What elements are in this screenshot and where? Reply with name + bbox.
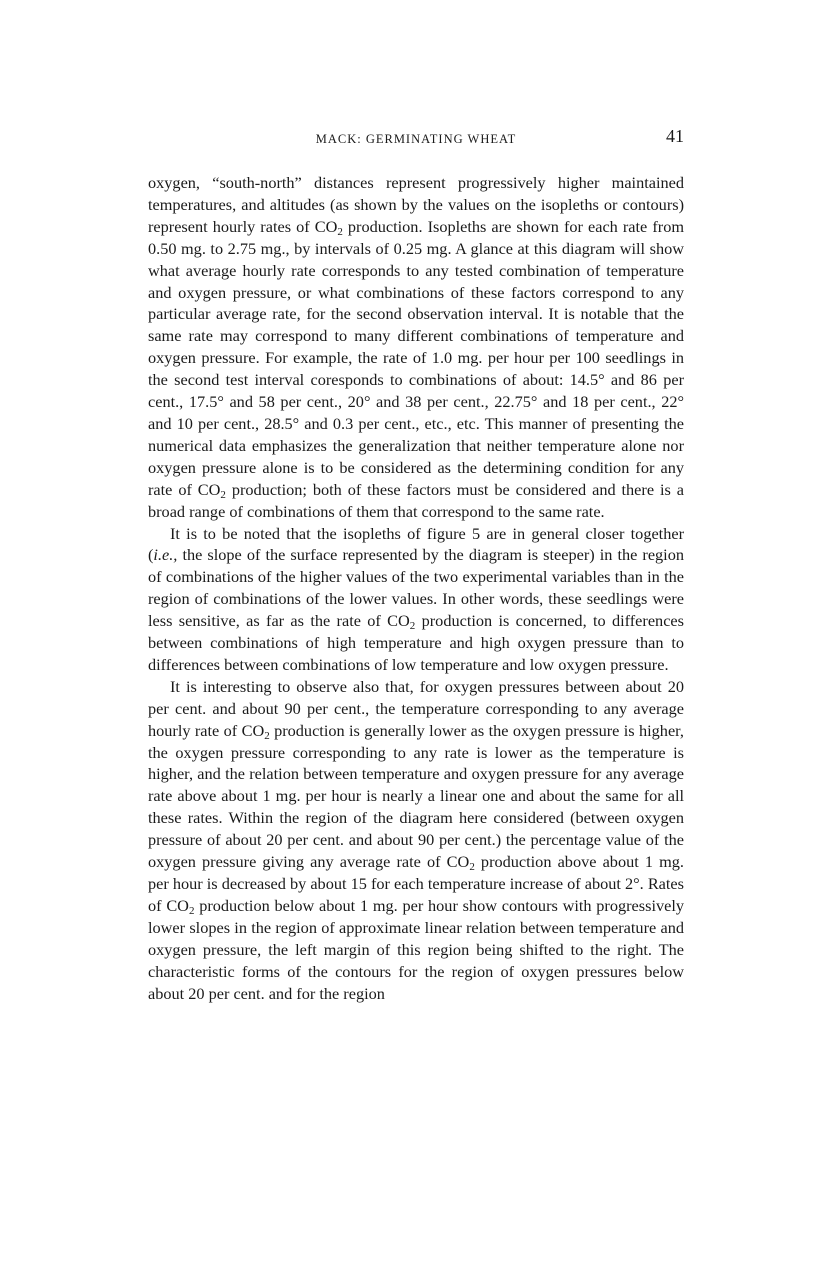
co2-subscript: 2 — [337, 225, 343, 238]
p2-text-c: production is concerned, to differences between combinations of high temperature and high oxygen pressure than to differences between combinations of low temperature and low oxygen pressure. — [148, 611, 684, 674]
co2-subscript: 2 — [264, 729, 270, 742]
page-number: 41 — [666, 126, 684, 146]
paragraph-2 — [148, 523, 684, 676]
co2-subscript: 2 — [220, 488, 226, 501]
p3-text-a: It is interesting to observe also that, for oxygen pressures between about 20 per cent. and about 90 per cent., the temperature corresponding to any average hourly rate of CO — [148, 676, 684, 740]
running-title: MACK: GERMINATING WHEAT — [315, 132, 517, 146]
p2-text-a: It is to be noted that the isopleths of figure 5 are in general closer together ( — [148, 523, 684, 565]
p3-text-c: production above about 1 mg. per hour is decreased by about 15 for each temperature increase of about 2°. Rates of CO — [148, 852, 684, 915]
page — [148, 118, 684, 1004]
p1-text-a: oxygen, “south-north” distances represent progressively higher maintained temperatures, and altitudes (as shown by the values on the isopleths or contours) represent hourly rates of CO — [148, 173, 684, 236]
p3-text-b: production is generally lower as the oxygen pressure is higher, the oxygen pressure corresponding to any rate is lower as the temperature is higher, and the relation between temperature and oxygen pressure for any average rate above about 1 mg. per hour is nearly a linear one and about the same for all these rates. Within the region of the diagram here considered (between oxygen pressure of about 20 per cent. and about 90 per cent.) the percentage value of the oxygen pressure giving any average rate of CO — [148, 720, 685, 872]
p1-text-b: production. Isopleths are shown for each rate from 0.50 mg. to 2.75 mg., by intervals of 0.25 mg. A glance at this diagram will show what average hourly rate corresponds to any tested combination of temperature and oxygen pressure, or what combinations of these factors correspond to any particular average rate, for the second observation interval. It is notable that the same rate may correspond to many different combinations of temperature and oxygen pressure. For example, the rate of 1.0 mg. per hour per 100 seedlings in the second test interval coresponds to combinations of about: 14.5° and 86 per cent., 17.5° and 58 per cent., 20° and 38 per cent., 22.75° and 18 per cent., 22° and 10 per cent., 28.5° and 0.3 per cent., etc., etc. This manner of presenting the numerical data emphasizes the generalization that neither temperature alone nor oxygen pressure alone is to be considered as the determining condition for any rate of CO — [148, 216, 684, 499]
paragraph-1 — [148, 172, 684, 523]
p1-text-c: production; both of these factors must be considered and there is a broad range of combinations of them that correspond to the same rate. — [148, 479, 684, 521]
body-text — [148, 172, 684, 1004]
p2-text-b: the slope of the surface represented by the diagram is steeper) in the region of combinations of the higher values of the two experimental variables than in the region of combinations of the lower values. In other words, these seedlings were less sensitive, as far as the rate of CO — [148, 545, 684, 631]
running-header — [148, 118, 684, 148]
p3-text-d: production below about 1 mg. per hour show contours with progressively lower slopes in the region of approximate linear relation between temperature and oxygen pressure, the left margin of this region being shifted to the right. The characteristic forms of the contours for the region of oxygen pressures below about 20 per cent. and for the region — [148, 895, 685, 1003]
co2-subscript: 2 — [469, 861, 475, 874]
co2-subscript: 2 — [409, 620, 416, 633]
p2-italic-ie: i.e., — [153, 545, 178, 565]
paragraph-3 — [148, 676, 684, 1005]
co2-subscript: 2 — [188, 904, 195, 917]
